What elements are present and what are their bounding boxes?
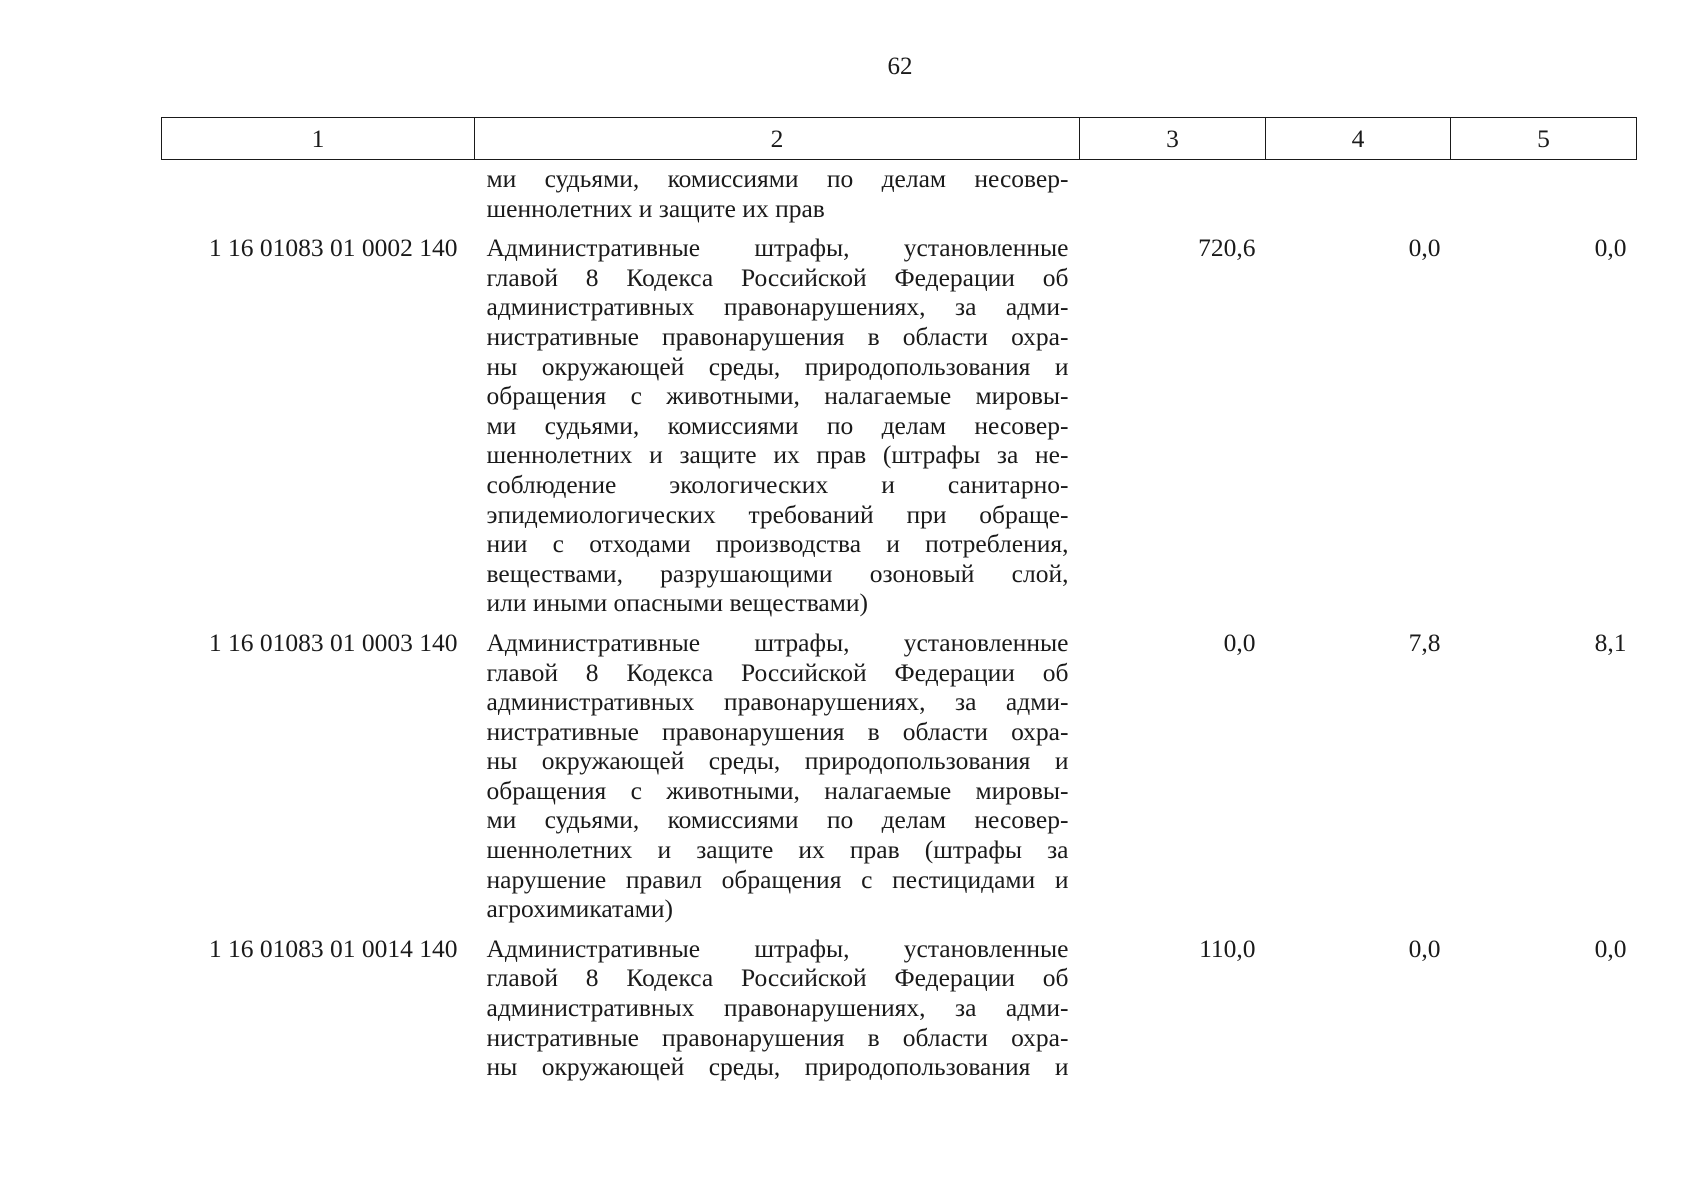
value-col-5: 8,1 [1594,627,1627,657]
value-col-3: 110,0 [1199,933,1256,963]
row-description [475,223,1080,618]
budget-code: 1 16 01083 01 0014 140 [208,933,458,963]
header-col-3: 3 [1080,118,1266,160]
continuation-description [475,160,1080,224]
budget-code: 1 16 01083 01 0002 140 [208,233,458,263]
description-line: административных правонарушениях, за адми- [486,292,1069,322]
header-col-4: 4 [1266,118,1451,160]
budget-table [161,117,1637,1082]
empty-cell [1080,160,1266,224]
description-line: Административные штрафы, установленные [486,233,1069,263]
value-col-4: 7,8 [1408,627,1441,657]
description-line: веществами, разрушающими озоновый слой, [486,558,1069,588]
value-col-3: 0,0 [1223,627,1256,657]
description-line: шеннолетних и защите их прав (штрафы за не- [486,440,1069,470]
description-line: нарушение правил обращения с пестицидами и [486,864,1069,894]
page-number: 62 [887,53,913,80]
empty-cell [1266,160,1451,224]
header-row [162,118,1637,160]
description-line: шеннолетних и защите их прав [486,193,825,223]
description-line: Административные штрафы, установленные [486,933,1069,963]
value-col-5: 0,0 [1594,933,1627,963]
description-line: обращения с животными, налагаемые мировы- [486,775,1069,805]
row-description [475,618,1080,924]
description-line: обращения с животными, налагаемые мировы- [486,381,1069,411]
value-col-5: 0,0 [1594,233,1627,263]
value-col-4: 0,0 [1408,933,1441,963]
row-description [475,924,1080,1082]
description-line: административных правонарушениях, за адми- [486,687,1069,717]
description-line: главой 8 Кодекса Российской Федерации об [486,657,1069,687]
description-line: нии с отходами производства и потребления, [486,529,1069,559]
header-col-2: 2 [475,118,1080,160]
header-col-5: 5 [1451,118,1637,160]
description-line: ми судьями, комиссиями по делам несовер- [486,410,1069,440]
description-line: ны окружающей среды, природопользования и [486,351,1069,381]
value-col-4: 0,0 [1408,233,1441,263]
header-col-1: 1 [162,118,475,160]
continuation-code-cell [162,160,475,224]
table-row [162,618,1637,924]
continuation-row [162,160,1637,224]
description-line: соблюдение экологических и санитарно- [486,469,1069,499]
description-line: нистративные правонарушения в области охра- [486,716,1069,746]
description-line: ми судьями, комиссиями по делам несовер- [486,805,1069,835]
budget-code: 1 16 01083 01 0003 140 [208,627,458,657]
description-line: шеннолетних и защите их прав (штрафы за [486,835,1069,865]
description-line: нистративные правонарушения в области охра- [486,321,1069,351]
description-line: нистративные правонарушения в области охра- [486,1022,1069,1052]
description-line: главой 8 Кодекса Российской Федерации об [486,262,1069,292]
description-line: главой 8 Кодекса Российской Федерации об [486,963,1069,993]
description-line: административных правонарушениях, за адми- [486,993,1069,1023]
description-line: ны окружающей среды, природопользования и [486,746,1069,776]
description-line: эпидемиологических требований при обраще- [486,499,1069,529]
description-line: ми судьями, комиссиями по делам несовер- [486,164,1069,193]
empty-cell [1451,160,1637,224]
description-line: Административные штрафы, установленные [486,627,1069,657]
value-col-3: 720,6 [1198,233,1256,263]
description-line: или иными опасными веществами) [486,588,869,618]
table-row [162,223,1637,618]
description-line: агрохимикатами) [486,894,674,924]
table-row [162,924,1637,1082]
description-line: ны окружающей среды, природопользования и [486,1052,1069,1082]
